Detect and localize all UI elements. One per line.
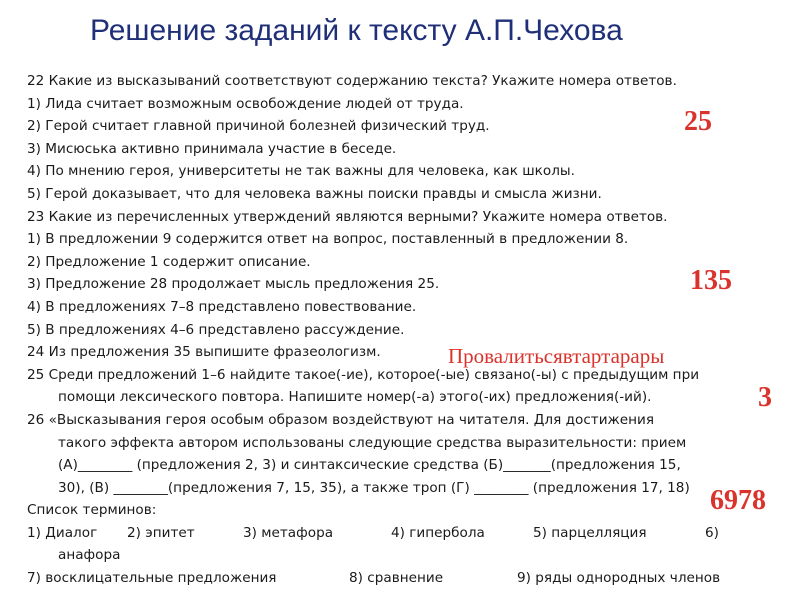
- task-25-question-cont: помощи лексического повтора. Напишите номер(-а) этого(-их) предложения(-ий).: [58, 389, 652, 406]
- task-22-question: 22 Какие из высказываний соответствуют содержанию текста? Укажите номера ответов.: [27, 73, 677, 89]
- term-5: 5) парцелляция: [533, 524, 647, 541]
- term-9: 9) ряды однородных членов: [517, 570, 721, 587]
- term-4: 4) гипербола: [391, 524, 485, 541]
- task-26-question-cont-3: 30), (В) ________(предложения 7, 15, 35), а также троп (Г) ________ (предложения 17, 18): [58, 479, 690, 496]
- task-25-question: 25 Среди предложений 1–6 найдите такое(-ие), которое(-ые) связано(-ы) с предыдущим при: [27, 366, 700, 383]
- term-6-label: анафора: [58, 547, 121, 564]
- tasks-text: [27, 70, 787, 590]
- task-23-option-1: 1) В предложении 9 содержится ответ на вопрос, поставленный в предложении 8.: [27, 231, 629, 248]
- answer-26: 6978: [710, 485, 766, 516]
- term-1: 1) Диалог: [27, 524, 98, 541]
- task-24-question: 24 Из предложения 35 выпишите фразеологизм.: [27, 344, 381, 361]
- task-26-question-cont-1: такого эффекта автором использованы следующие средства выразительности: прием: [58, 434, 687, 451]
- task-22-option-4: 4) По мнению героя, университеты не так важны для человека, как школы.: [27, 163, 575, 180]
- terms-row-1: [27, 522, 787, 545]
- terms-row-2: [27, 567, 787, 590]
- task-22-option-2: 2) Герой считает главной причиной болезней физический труд.: [27, 118, 490, 135]
- task-26-question: 26 «Высказывания героя особым образом воздействуют на читателя. Для достижения: [27, 411, 655, 428]
- task-23-option-3: 3) Предложение 28 продолжает мысль предложения 25.: [27, 276, 440, 293]
- term-7: 7) восклицательные предложения: [27, 570, 277, 587]
- task-23-option-2: 2) Предложение 1 содержит описание.: [27, 253, 311, 270]
- slide-title: Решение заданий к тексту А.П.Чехова: [90, 14, 623, 47]
- task-22-option-5: 5) Герой доказывает, что для человека важны поиски правды и смысла жизни.: [27, 185, 602, 202]
- task-23-option-5: 5) В предложениях 4–6 представлено рассуждение.: [27, 321, 405, 338]
- task-22-option-3: 3) Мисюська активно принимала участие в беседе.: [27, 140, 397, 157]
- task-23-option-4: 4) В предложениях 7–8 представлено повествование.: [27, 298, 417, 315]
- terms-heading: Список терминов:: [27, 502, 157, 519]
- answer-24: Провалитьсявтартарары: [448, 344, 665, 368]
- term-8: 8) сравнение: [349, 570, 444, 587]
- term-2: 2) эпитет: [127, 524, 195, 541]
- answer-22: 25: [684, 106, 712, 137]
- task-22-option-1: 1) Лида считает возможным освобождение людей от труда.: [27, 95, 464, 112]
- task-26-question-cont-2: (А)________ (предложения 2, 3) и синтаксические средства (Б)_______(предложения 15,: [58, 457, 681, 474]
- term-6-number: 6): [705, 524, 719, 541]
- term-3: 3) метафора: [243, 524, 334, 541]
- task-23-question: 23 Какие из перечисленных утверждений являются верными? Укажите номера ответов.: [27, 208, 668, 225]
- answer-25: 3: [758, 382, 772, 413]
- answer-23: 135: [690, 265, 732, 296]
